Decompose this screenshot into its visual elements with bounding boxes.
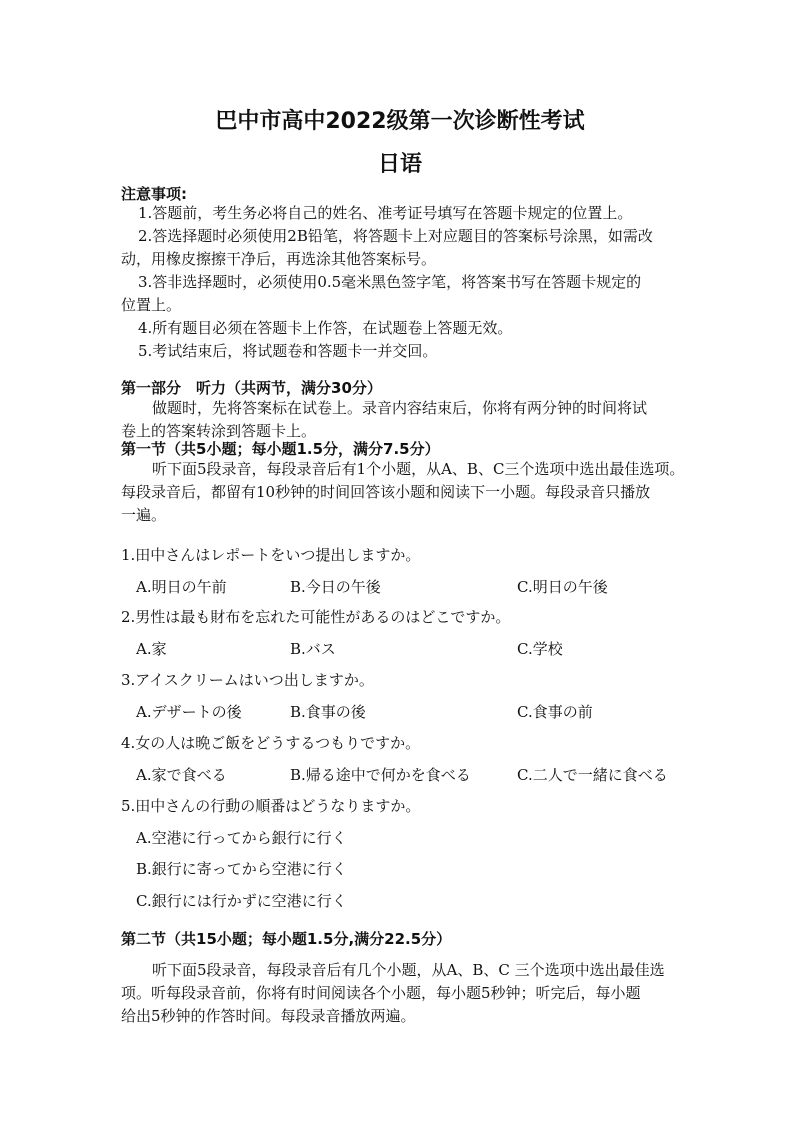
q2-option-b: B.バス <box>290 640 336 658</box>
question-4: 4.女の人は晩ご飯をどうするつもりですか。 <box>121 734 421 752</box>
q2-option-c: C.学校 <box>517 640 563 658</box>
q3-option-b: B.食事の後 <box>290 703 366 721</box>
section2-heading: 第二节（共15小题；每小题1.5分,满分22.5分） <box>121 930 452 948</box>
section2-instr-line-3: 给出5秒钟的作答时间。每段录音播放两遍。 <box>121 1007 416 1025</box>
notice-line-4: 3.答非选择题时，必须使用0.5毫米黑色签字笔，将答案书写在答题卡规定的 <box>138 273 642 291</box>
q4-option-b: B.帰る途中で何かを食べる <box>290 766 471 784</box>
q2-option-a: A.家 <box>136 640 167 658</box>
section1-instr-line-1: 听下面5段录音，每段录音后有1个小题，从A、B、C三个选项中选出最佳选项。 <box>152 460 685 478</box>
q5-option-c: C.銀行には行かずに空港に行く <box>136 892 347 910</box>
part1-instr-line-2: 卷上的答案转涂到答题卡上。 <box>121 422 317 440</box>
question-5: 5.田中さんの行動の順番はどうなりますか。 <box>121 797 421 815</box>
part1-instr-line-1: 做题时，先将答案标在试卷上。录音内容结束后，你将有两分钟的时间将试 <box>152 399 648 417</box>
section2-instr-line-1: 听下面5段录音，每段录音后有几个小题，从A、B、C 三个选项中选出最佳选 <box>152 961 665 979</box>
q3-option-c: C.食事の前 <box>517 703 593 721</box>
q4-option-c: C.二人で一緒に食べる <box>517 766 668 784</box>
q1-option-b: B.今日の午後 <box>290 578 381 596</box>
q3-option-a: A.デザートの後 <box>136 703 242 721</box>
section2-instr-line-2: 项。听每段录音前，你将有时间阅读各个小题，每小题5秒钟；听完后，每小题 <box>121 984 641 1002</box>
notice-line-5: 位置上。 <box>121 296 182 314</box>
q5-option-a: A.空港に行ってから銀行に行く <box>136 829 347 847</box>
section1-instr-line-2: 每段录音后，都留有10秒钟的时间回答该小题和阅读下一小题。每段录音只播放 <box>121 483 651 501</box>
notice-line-2: 2.答选择题时必须使用2B铅笔，将答题卡上对应题目的答案标号涂黑，如需改 <box>138 227 653 245</box>
notice-line-1: 1.答题前，考生务必将自己的姓名、准考证号填写在答题卡规定的位置上。 <box>138 204 633 222</box>
notice-line-6: 4.所有题目必须在答题卡上作答，在试题卷上答题无效。 <box>138 319 513 337</box>
notice-line-3: 动，用橡皮擦擦干净后，再选涂其他答案标号。 <box>121 250 437 268</box>
question-3: 3.アイスクリームはいつ出しますか。 <box>121 671 374 689</box>
part1-heading: 第一部分 听力（共两节，满分30分） <box>121 379 382 397</box>
question-1: 1.田中さんはレポートをいつ提出しますか。 <box>121 546 421 564</box>
section1-instr-line-3: 一遍。 <box>121 506 167 524</box>
notice-line-7: 5.考试结束后，将试题卷和答题卡一并交回。 <box>138 342 438 360</box>
q1-option-c: C.明日の午後 <box>517 578 608 596</box>
q5-option-b: B.銀行に寄ってから空港に行く <box>136 860 347 878</box>
notice-heading: 注意事项: <box>121 185 187 203</box>
q1-option-a: A.明日の午前 <box>136 578 227 596</box>
q4-option-a: A.家で食べる <box>136 766 227 784</box>
exam-title: 巴中市高中2022级第一次诊断性考试 <box>215 109 585 134</box>
question-2: 2.男性は最も財布を忘れた可能性があるのはどこですか。 <box>121 608 511 626</box>
subject-title: 日语 <box>377 152 422 177</box>
section1-heading: 第一节（共5小题；每小题1.5分，满分7.5分） <box>121 440 440 458</box>
